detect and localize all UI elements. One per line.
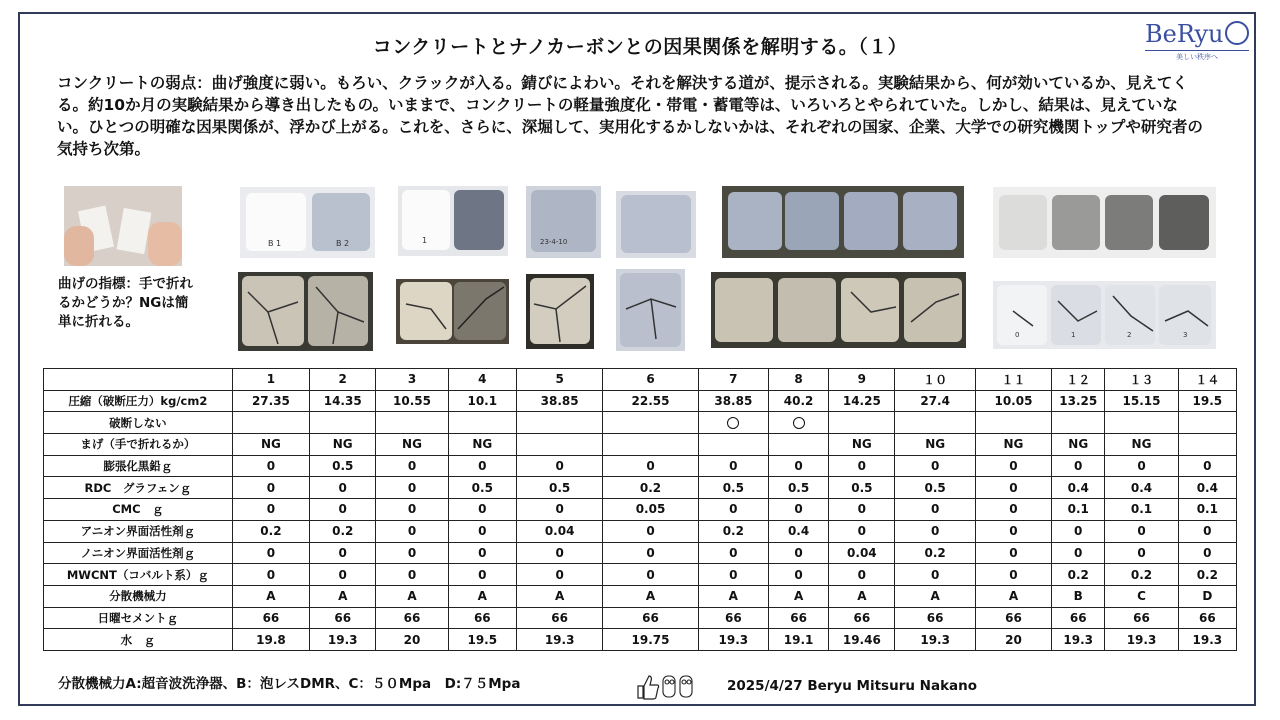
- table-cell: 10.55: [376, 390, 448, 412]
- table-cell: 0: [376, 564, 448, 586]
- table-cell: 66: [516, 607, 602, 629]
- table-cell: [516, 434, 602, 456]
- crack-lines: [616, 269, 685, 351]
- table-cell: [698, 434, 768, 456]
- table-cell: 0: [232, 499, 309, 521]
- table-cell: 19.8: [232, 629, 309, 651]
- table-cell: 0: [516, 542, 602, 564]
- table-cell: 0.5: [895, 477, 975, 499]
- table-cell: 0: [768, 455, 828, 477]
- table-cell: 0.5: [516, 477, 602, 499]
- hand-bending-photo: [64, 186, 182, 266]
- crack-lines: [526, 274, 594, 349]
- experiment-results-table: [43, 368, 1237, 651]
- table-cell: 0.4: [1052, 477, 1105, 499]
- table-cell: 0: [895, 520, 975, 542]
- table-corner-cell: [44, 369, 233, 391]
- table-cell: 0: [975, 564, 1051, 586]
- table-cell: [310, 412, 376, 434]
- table-cell: 0: [376, 542, 448, 564]
- table-cell: 66: [698, 607, 768, 629]
- table-cell: 0: [698, 542, 768, 564]
- table-cell: 19.3: [1178, 629, 1236, 651]
- table-cell: 0: [768, 542, 828, 564]
- logo-tagline: 美しい秩序へ: [1145, 50, 1249, 62]
- table-cell: 0.5: [448, 477, 516, 499]
- row-label: CMC ｇ: [44, 499, 233, 521]
- table-cell: [516, 412, 602, 434]
- photo-label: B 2: [336, 239, 350, 248]
- table-cell: 66: [376, 607, 448, 629]
- table-cell: 0: [310, 542, 376, 564]
- table-cell: 0: [603, 564, 698, 586]
- table-cell: [768, 434, 828, 456]
- table-cell: 0.2: [698, 520, 768, 542]
- table-cell: 0: [232, 455, 309, 477]
- crack-lines: [238, 272, 373, 351]
- table-cell: 0: [448, 520, 516, 542]
- table-row: [44, 564, 1237, 586]
- table-cell: 0: [232, 542, 309, 564]
- table-cell: 0: [603, 542, 698, 564]
- table-cell: 0: [376, 499, 448, 521]
- column-header: １２: [1052, 369, 1105, 391]
- table-cell: A: [310, 585, 376, 607]
- table-cell: 19.5: [448, 629, 516, 651]
- table-cell: 0: [975, 455, 1051, 477]
- table-cell: 0.04: [829, 542, 895, 564]
- table-cell: 0: [1105, 520, 1178, 542]
- table-cell: 66: [232, 607, 309, 629]
- column-header: 7: [698, 369, 768, 391]
- table-cell: [895, 412, 975, 434]
- column-header: 8: [768, 369, 828, 391]
- table-cell: 66: [1178, 607, 1236, 629]
- table-cell: 0: [448, 455, 516, 477]
- table-cell: A: [829, 585, 895, 607]
- table-cell: 0: [698, 455, 768, 477]
- table-cell: 19.3: [895, 629, 975, 651]
- photo-label: 1: [1071, 331, 1076, 339]
- table-cell: 0: [448, 564, 516, 586]
- table-cell: A: [975, 585, 1051, 607]
- table-cell: [603, 412, 698, 434]
- row-label: 分散機械力: [44, 585, 233, 607]
- photo-label: 1: [422, 236, 428, 245]
- table-row: [44, 607, 1237, 629]
- broken-specimen-photo-6: [993, 281, 1216, 349]
- table-cell: 15.15: [1105, 390, 1178, 412]
- table-cell: 0: [768, 564, 828, 586]
- specimen-photo-top-5: [722, 186, 964, 258]
- table-cell: 27.4: [895, 390, 975, 412]
- broken-specimen-photo-4: [616, 269, 685, 351]
- column-header: 6: [603, 369, 698, 391]
- table-cell: 19.3: [698, 629, 768, 651]
- table-cell: 0: [310, 477, 376, 499]
- broken-specimen-photo-1: [238, 272, 373, 351]
- table-cell: 66: [603, 607, 698, 629]
- table-cell: 38.85: [516, 390, 602, 412]
- column-header: 2: [310, 369, 376, 391]
- thumbs-up-icon: [636, 672, 696, 700]
- column-header: １０: [895, 369, 975, 391]
- table-cell: A: [698, 585, 768, 607]
- table-cell: 0: [975, 477, 1051, 499]
- table-cell: 0.1: [1052, 499, 1105, 521]
- table-cell: 0: [975, 542, 1051, 564]
- table-cell: 0: [895, 564, 975, 586]
- table-cell: 0: [829, 499, 895, 521]
- table-cell: NG: [895, 434, 975, 456]
- table-row: [44, 434, 1237, 456]
- table-cell: [1178, 434, 1236, 456]
- broken-specimen-photo-5: [711, 272, 966, 348]
- table-cell: D: [1178, 585, 1236, 607]
- row-label: MWCNT（コバルト系）ｇ: [44, 564, 233, 586]
- table-cell: 0.5: [698, 477, 768, 499]
- table-cell: [829, 412, 895, 434]
- table-cell: 0: [1178, 542, 1236, 564]
- photo-label: 3: [1183, 331, 1188, 339]
- table-cell: 0: [448, 499, 516, 521]
- specimen-photo-top-4: [616, 191, 696, 258]
- table-cell: B: [1052, 585, 1105, 607]
- circle-icon: [793, 417, 805, 429]
- table-cell: 0: [448, 542, 516, 564]
- table-cell: [376, 412, 448, 434]
- table-cell: A: [768, 585, 828, 607]
- table-cell: 22.55: [603, 390, 698, 412]
- table-cell: 66: [829, 607, 895, 629]
- table-cell: 19.3: [310, 629, 376, 651]
- table-cell: 0: [1052, 520, 1105, 542]
- column-header: 5: [516, 369, 602, 391]
- table-row: [44, 629, 1237, 651]
- table-cell: 0.2: [310, 520, 376, 542]
- table-cell: 0.5: [768, 477, 828, 499]
- table-cell: 66: [1105, 607, 1178, 629]
- table-cell: 27.35: [232, 390, 309, 412]
- table-cell: 0: [232, 477, 309, 499]
- table-cell: [1178, 412, 1236, 434]
- table-cell: NG: [448, 434, 516, 456]
- table-cell: 20: [975, 629, 1051, 651]
- table-cell: 66: [448, 607, 516, 629]
- table-row: [44, 520, 1237, 542]
- table-cell: 0: [975, 499, 1051, 521]
- table-cell: NG: [232, 434, 309, 456]
- table-cell: [232, 412, 309, 434]
- row-label: RDC グラフェンｇ: [44, 477, 233, 499]
- table-cell: 0: [376, 455, 448, 477]
- table-cell: NG: [1105, 434, 1178, 456]
- table-cell: [603, 434, 698, 456]
- column-header: 9: [829, 369, 895, 391]
- table-cell: 0: [698, 499, 768, 521]
- table-row: [44, 477, 1237, 499]
- table-cell: [1052, 412, 1105, 434]
- dispersion-legend: 分散機械力A:超音波洗浄器、B：泡レスDMR、C：５０Mpa D:７５Mpa: [58, 676, 521, 692]
- table-cell: 0: [829, 564, 895, 586]
- table-cell: 0: [516, 499, 602, 521]
- table-cell: 19.3: [1052, 629, 1105, 651]
- table-cell: NG: [829, 434, 895, 456]
- owl-icon: [663, 676, 692, 697]
- column-header: １１: [975, 369, 1051, 391]
- table-cell: 19.46: [829, 629, 895, 651]
- specimen-photo-top-3: [526, 186, 601, 258]
- table-cell: 38.85: [698, 390, 768, 412]
- table-cell: 66: [768, 607, 828, 629]
- table-cell: 0: [310, 499, 376, 521]
- logo-word: BeRyu: [1145, 20, 1224, 48]
- row-label: 水 ｇ: [44, 629, 233, 651]
- table-cell: 19.5: [1178, 390, 1236, 412]
- table-cell: 0: [310, 564, 376, 586]
- table-cell: NG: [310, 434, 376, 456]
- column-header: １４: [1178, 369, 1236, 391]
- table-cell: 0.5: [310, 455, 376, 477]
- table-row: [44, 585, 1237, 607]
- table-cell: 40.2: [768, 390, 828, 412]
- table-row: [44, 390, 1237, 412]
- table-cell: 0: [603, 455, 698, 477]
- table-cell: 0.2: [1178, 564, 1236, 586]
- table-cell: 0: [1052, 455, 1105, 477]
- row-label: アニオン界面活性剤ｇ: [44, 520, 233, 542]
- table-cell: 10.1: [448, 390, 516, 412]
- table-cell: A: [376, 585, 448, 607]
- table-cell: A: [232, 585, 309, 607]
- table-cell: 10.05: [975, 390, 1051, 412]
- circle-icon: [727, 417, 739, 429]
- table-cell: [448, 412, 516, 434]
- unbroken-mark: [768, 412, 828, 434]
- table-cell: 14.35: [310, 390, 376, 412]
- table-cell: 0.2: [1052, 564, 1105, 586]
- table-header-row: [44, 369, 1237, 391]
- row-label: 破断しない: [44, 412, 233, 434]
- table-cell: A: [603, 585, 698, 607]
- table-row: [44, 412, 1237, 434]
- table-row: [44, 499, 1237, 521]
- table-cell: 19.3: [516, 629, 602, 651]
- table-cell: 66: [310, 607, 376, 629]
- table-cell: C: [1105, 585, 1178, 607]
- table-cell: 14.25: [829, 390, 895, 412]
- table-cell: 66: [1052, 607, 1105, 629]
- logo-ring-icon: [1225, 21, 1249, 45]
- table-cell: 0: [975, 520, 1051, 542]
- table-cell: NG: [376, 434, 448, 456]
- table-cell: 0: [232, 564, 309, 586]
- specimen-photo-top-1: [240, 187, 375, 258]
- table-cell: 13.25: [1052, 390, 1105, 412]
- table-cell: 0: [1178, 520, 1236, 542]
- column-header: 4: [448, 369, 516, 391]
- beryu-logo: [1145, 20, 1255, 68]
- table-cell: A: [895, 585, 975, 607]
- column-header: １３: [1105, 369, 1178, 391]
- table-cell: 0: [1178, 455, 1236, 477]
- table-cell: NG: [975, 434, 1051, 456]
- table-cell: 0.1: [1105, 499, 1178, 521]
- table-cell: 0: [603, 520, 698, 542]
- specimen-photo-top-2: [398, 186, 508, 256]
- table-cell: [1105, 412, 1178, 434]
- table-cell: 0.04: [516, 520, 602, 542]
- table-cell: 0.4: [768, 520, 828, 542]
- column-header: 3: [376, 369, 448, 391]
- table-cell: 0: [895, 455, 975, 477]
- crack-lines: [711, 272, 966, 348]
- table-cell: 0.2: [1105, 564, 1178, 586]
- table-cell: 19.1: [768, 629, 828, 651]
- table-cell: 20: [376, 629, 448, 651]
- table-cell: A: [516, 585, 602, 607]
- table-cell: 0.4: [1105, 477, 1178, 499]
- table-cell: A: [448, 585, 516, 607]
- row-label: 日曜セメントｇ: [44, 607, 233, 629]
- table-cell: NG: [1052, 434, 1105, 456]
- table-cell: 0.2: [603, 477, 698, 499]
- table-cell: [975, 412, 1051, 434]
- table-cell: 0.1: [1178, 499, 1236, 521]
- photo-label: 2: [1127, 331, 1132, 339]
- row-label: 圧縮（破断圧力）kg/cm2: [44, 390, 233, 412]
- page-title: コンクリートとナノカーボンとの因果関係を解明する。（１）: [372, 36, 908, 58]
- broken-specimen-photo-2: [396, 279, 509, 344]
- author-credit: 2025/4/27 Beryu Mitsuru Nakano: [727, 678, 978, 694]
- table-cell: 0: [1105, 455, 1178, 477]
- mascot-icons: [636, 672, 696, 700]
- table-cell: 0: [1105, 542, 1178, 564]
- table-cell: 0.5: [829, 477, 895, 499]
- row-label: まげ（手で折れるか）: [44, 434, 233, 456]
- table-cell: 0.2: [232, 520, 309, 542]
- row-label: ノニオン界面活性剤ｇ: [44, 542, 233, 564]
- table-cell: 0.4: [1178, 477, 1236, 499]
- table-cell: 0: [698, 564, 768, 586]
- table-cell: 66: [895, 607, 975, 629]
- table-cell: 0: [1052, 542, 1105, 564]
- bend-index-note: 曲げの指標：手で折れるかどうか？NGは簡単に折れる。: [58, 276, 193, 330]
- photo-label: B 1: [268, 239, 282, 248]
- table-cell: 0: [376, 520, 448, 542]
- table-cell: 0: [829, 520, 895, 542]
- photo-label: 23-4-10: [540, 238, 568, 246]
- table-cell: 0.05: [603, 499, 698, 521]
- table-cell: 0: [768, 499, 828, 521]
- unbroken-mark: [698, 412, 768, 434]
- row-label: 膨張化黒鉛ｇ: [44, 455, 233, 477]
- table-cell: 0: [376, 477, 448, 499]
- table-cell: 66: [975, 607, 1051, 629]
- table-cell: 0: [516, 564, 602, 586]
- table-cell: 0: [829, 455, 895, 477]
- table-cell: 19.75: [603, 629, 698, 651]
- crack-lines: [396, 279, 509, 344]
- column-header: 1: [232, 369, 309, 391]
- table-row: [44, 455, 1237, 477]
- table-cell: 0: [516, 455, 602, 477]
- intro-text: コンクリートの弱点：曲げ強度に弱い。もろい、クラックが入る。錆びによわい。それを解決する道が、提示される。実験結果から、何が効いているか、見えてくる。約10か月の実験結果から導き出したもの。いままで、コンクリートの軽量強度化・帯電・蓄電等は、いろいろとやられていた。しかし、結果は、見えていない。ひとつの明確な因果関係が、浮かび上がる。これを、さらに、深堀して、実用化するかしないかは、それぞれの国家、企業、大学での研究機関トップや研究者の気持ち次第。: [57, 74, 1203, 158]
- table-cell: 19.3: [1105, 629, 1178, 651]
- broken-specimen-photo-3: [526, 274, 594, 349]
- table-cell: 0: [895, 499, 975, 521]
- table-cell: 0.2: [895, 542, 975, 564]
- specimen-photo-top-6: [993, 187, 1216, 258]
- photo-label: 0: [1015, 331, 1020, 339]
- table-row: [44, 542, 1237, 564]
